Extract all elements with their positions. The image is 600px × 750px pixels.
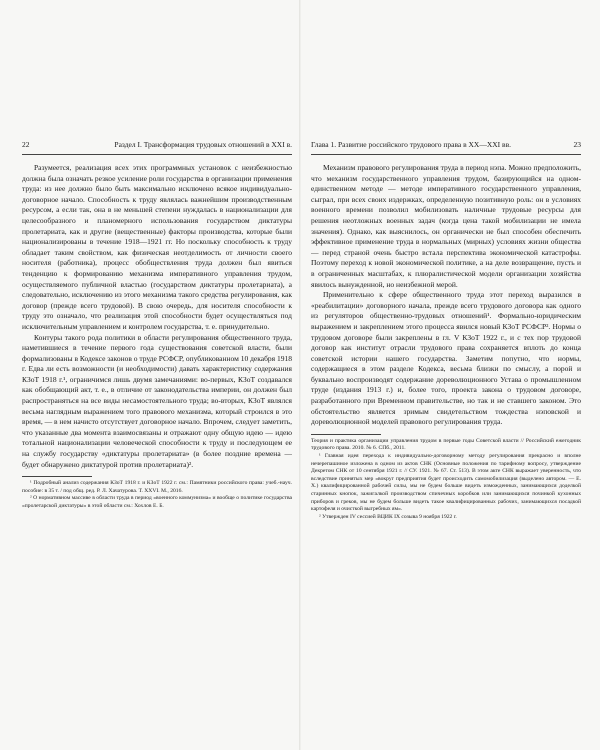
left-footnote-1: ¹ Подробный анализ содержания КЗоТ 1918 г. и КЗоТ 1922 г. см.: Памятники российского права: учеб.-науч. пособие: в 35 т. / под общ. ред. Р. Л. Хачатурова. Т. XXVI. М., 2016. xyxy=(22,480,292,494)
book-gutter xyxy=(299,0,301,750)
right-running-head-title: Глава 1. Развитие российского трудового права в XX—XXI вв. xyxy=(311,140,511,149)
left-paragraph-2: Контуры такого рода политики в области регулирования общественного труда, наметившиеся в течение первого года существования советской власти, были формализованы в Кодексе законов о труде РСФСР, опубликованном 10 декабря 1918 г. Едва ли есть возможности (и необходимости) давать характеристику содержания КЗоТ 1918 г.¹, ограничимся лишь двумя замечаниями: во-первых, КЗоТ создавался как обобщающий акт, т. е., в отличие от законодательства империи, он должен был распространяться на все виды несамостоятельного труда; во-вторых, КЗоТ являлся весьма наглядным выражением того правового механизма, который строился в это время, — в нем начисто отсутствует договорное начало. Впрочем, следует заметить, что указанные два момента взаимосвязаны и отражают одну общую идею — идею тотальной национализации человеческой способности к труду и последующем ее на службу государству «диктатуры пролетариата» (в более поздние времена — будет обнаружено диктатурой против пролетариата)². xyxy=(22,332,292,469)
left-running-head-title: Раздел I. Трансформация трудовых отношений в XXI в. xyxy=(114,140,292,149)
left-page xyxy=(22,140,292,740)
right-footnote-rule xyxy=(311,434,381,435)
right-paragraph-2: Применительно к сфере общественного труда этот переход выразился в «реабилитации» договорного начала, прежде всего трудового договора как одного из регуляторов общественно-трудовых отношений¹. Формально-юридическим выражением и закреплением этого процесса явился новый КЗоТ РСФСР². Нормы о трудовом договоре были закреплены в гл. V КЗоТ 1922 г., и с тех пор трудовой договор как институт отрасли трудового права сохраняется вплоть до конца советской истории нашего государства. Заметим попутно, что нормы, содержащиеся в этом разделе Кодекса, весьма близки по смыслу, а порой и буквально воспроизводят содержание дореволюционного Устава о промышленном труде (издания 1913 г.) и, более того, проекта закона о трудовом договоре, разработанного при Временном правительстве, но так и не ставшего законом. Это обстоятельство является зримым свидетельством тождества нэповской и дореволюционной моделей правового регулирования труда. xyxy=(311,290,581,427)
left-running-header xyxy=(22,140,292,155)
right-page-number: 23 xyxy=(573,140,581,149)
left-footnote-rule xyxy=(22,476,92,477)
right-footnote-2: ² Утвержден IV сессией ВЦИК IX созыва 9 ноября 1922 г. xyxy=(319,513,457,520)
right-footnote-1: ¹ Главная идея перехода к индивидуально-договорному методу регулирования прекрасно и вполне нечерепашиное изложена в одном из актов СНК (Основные положения по тарифному вопросу, утверждение Декретом СНК от 10 сентября 1921 г. // СУ. 1921. № 67. Ст. 513). В этом акте СНК выражает уверенность, что вследствие принятых мер «вокруг предприятия будет происходить самомобилизация (выделено автором. — Е. Х.) квалифицированной рабочей силы, мы не будем больше видеть изможденных, занимающихся доделкой старинных кнопок, зажигалкой производством спичечных коробков или занимающихся починкой кухонных приборов и греков, мы не будем больше видеть такое квалифицированных рабочих, занимающихся посадкой картофеля и очисткой выгребных ям». xyxy=(311,453,581,513)
right-footnote-continuation: Теория и практика организации управления трудом в первые годы Советской власти // Российский ежегодник трудового права. 2010. № 6. СПб., 2011. xyxy=(311,437,581,452)
left-footnote-2: ² О нормативном массиве в области труда в период «военного коммунизма» и вообще о политике государства «пролетарской диктатуры» в этой области см.: Хохлов Е. Б. xyxy=(22,495,292,509)
left-page-number: 22 xyxy=(22,140,30,149)
right-running-header xyxy=(311,140,581,155)
right-page xyxy=(311,140,581,740)
left-paragraph-1: Разумеется, реализация всех этих программных установок с неизбежностью должна была означать резкое усиление роли государства в организации применения труда: из нее должно было быть максимально исключено всякое индивидуально-договорное начало. Способность к труду являлась важнейшим производственным ресурсом, а если так, она в не меньшей степени нуждалась в национализации для целесообразного и планомерного использования государством диктатуры пролетариата, как и другие (вещественные) факторы производства, которые были национализированы в течение 1918—1921 гг. Но поскольку способность к труду обладает таким свойством, как физическая неотделимость от личности своего носителя (работника), процесс обобществления труда должен был явиться тенденцию к формированию механизма императивного управления трудом, осуществляемого публичной властью (государством диктатуры пролетариата), а следовательно, исключению из этого механизма такого средства регулирования, как договор (прежде всего трудовой). В свою очередь, для носителя способности к труду это означало, что реализация этой способности будет осуществляться под исключительным управлением и контролем государства, т. е. принудительно. xyxy=(22,163,292,331)
right-page-body xyxy=(311,163,581,521)
right-paragraph-1: Механизм правового регулирования труда в период нэпа. Можно предположить, что механизм государственного управления трудом, базирующийся на одном-единственном методе — методе императивного государственного управления, сыграл, при всех своих издержках, определенную позитивную роль: он в условиях военного времени позволил мобилизовать наличные трудовые ресурсы для решения неотложных военных задач (когда цена такой мобилизации не имела значения). Однако, как выяснилось, он органически не был способен обеспечить эффективное применение труда в нормальных (мирных) условиях жизни общества — перед страной очень быстро встала перспектива экономической катастрофы. Поэтому переход к новой экономической политике, а на деле возвращение, пусть и в ограниченных масштабах, к плюралистической модели организации хозяйства явилось вынужденной, но неизбежной мерой. xyxy=(311,163,581,289)
left-page-body xyxy=(22,163,292,511)
